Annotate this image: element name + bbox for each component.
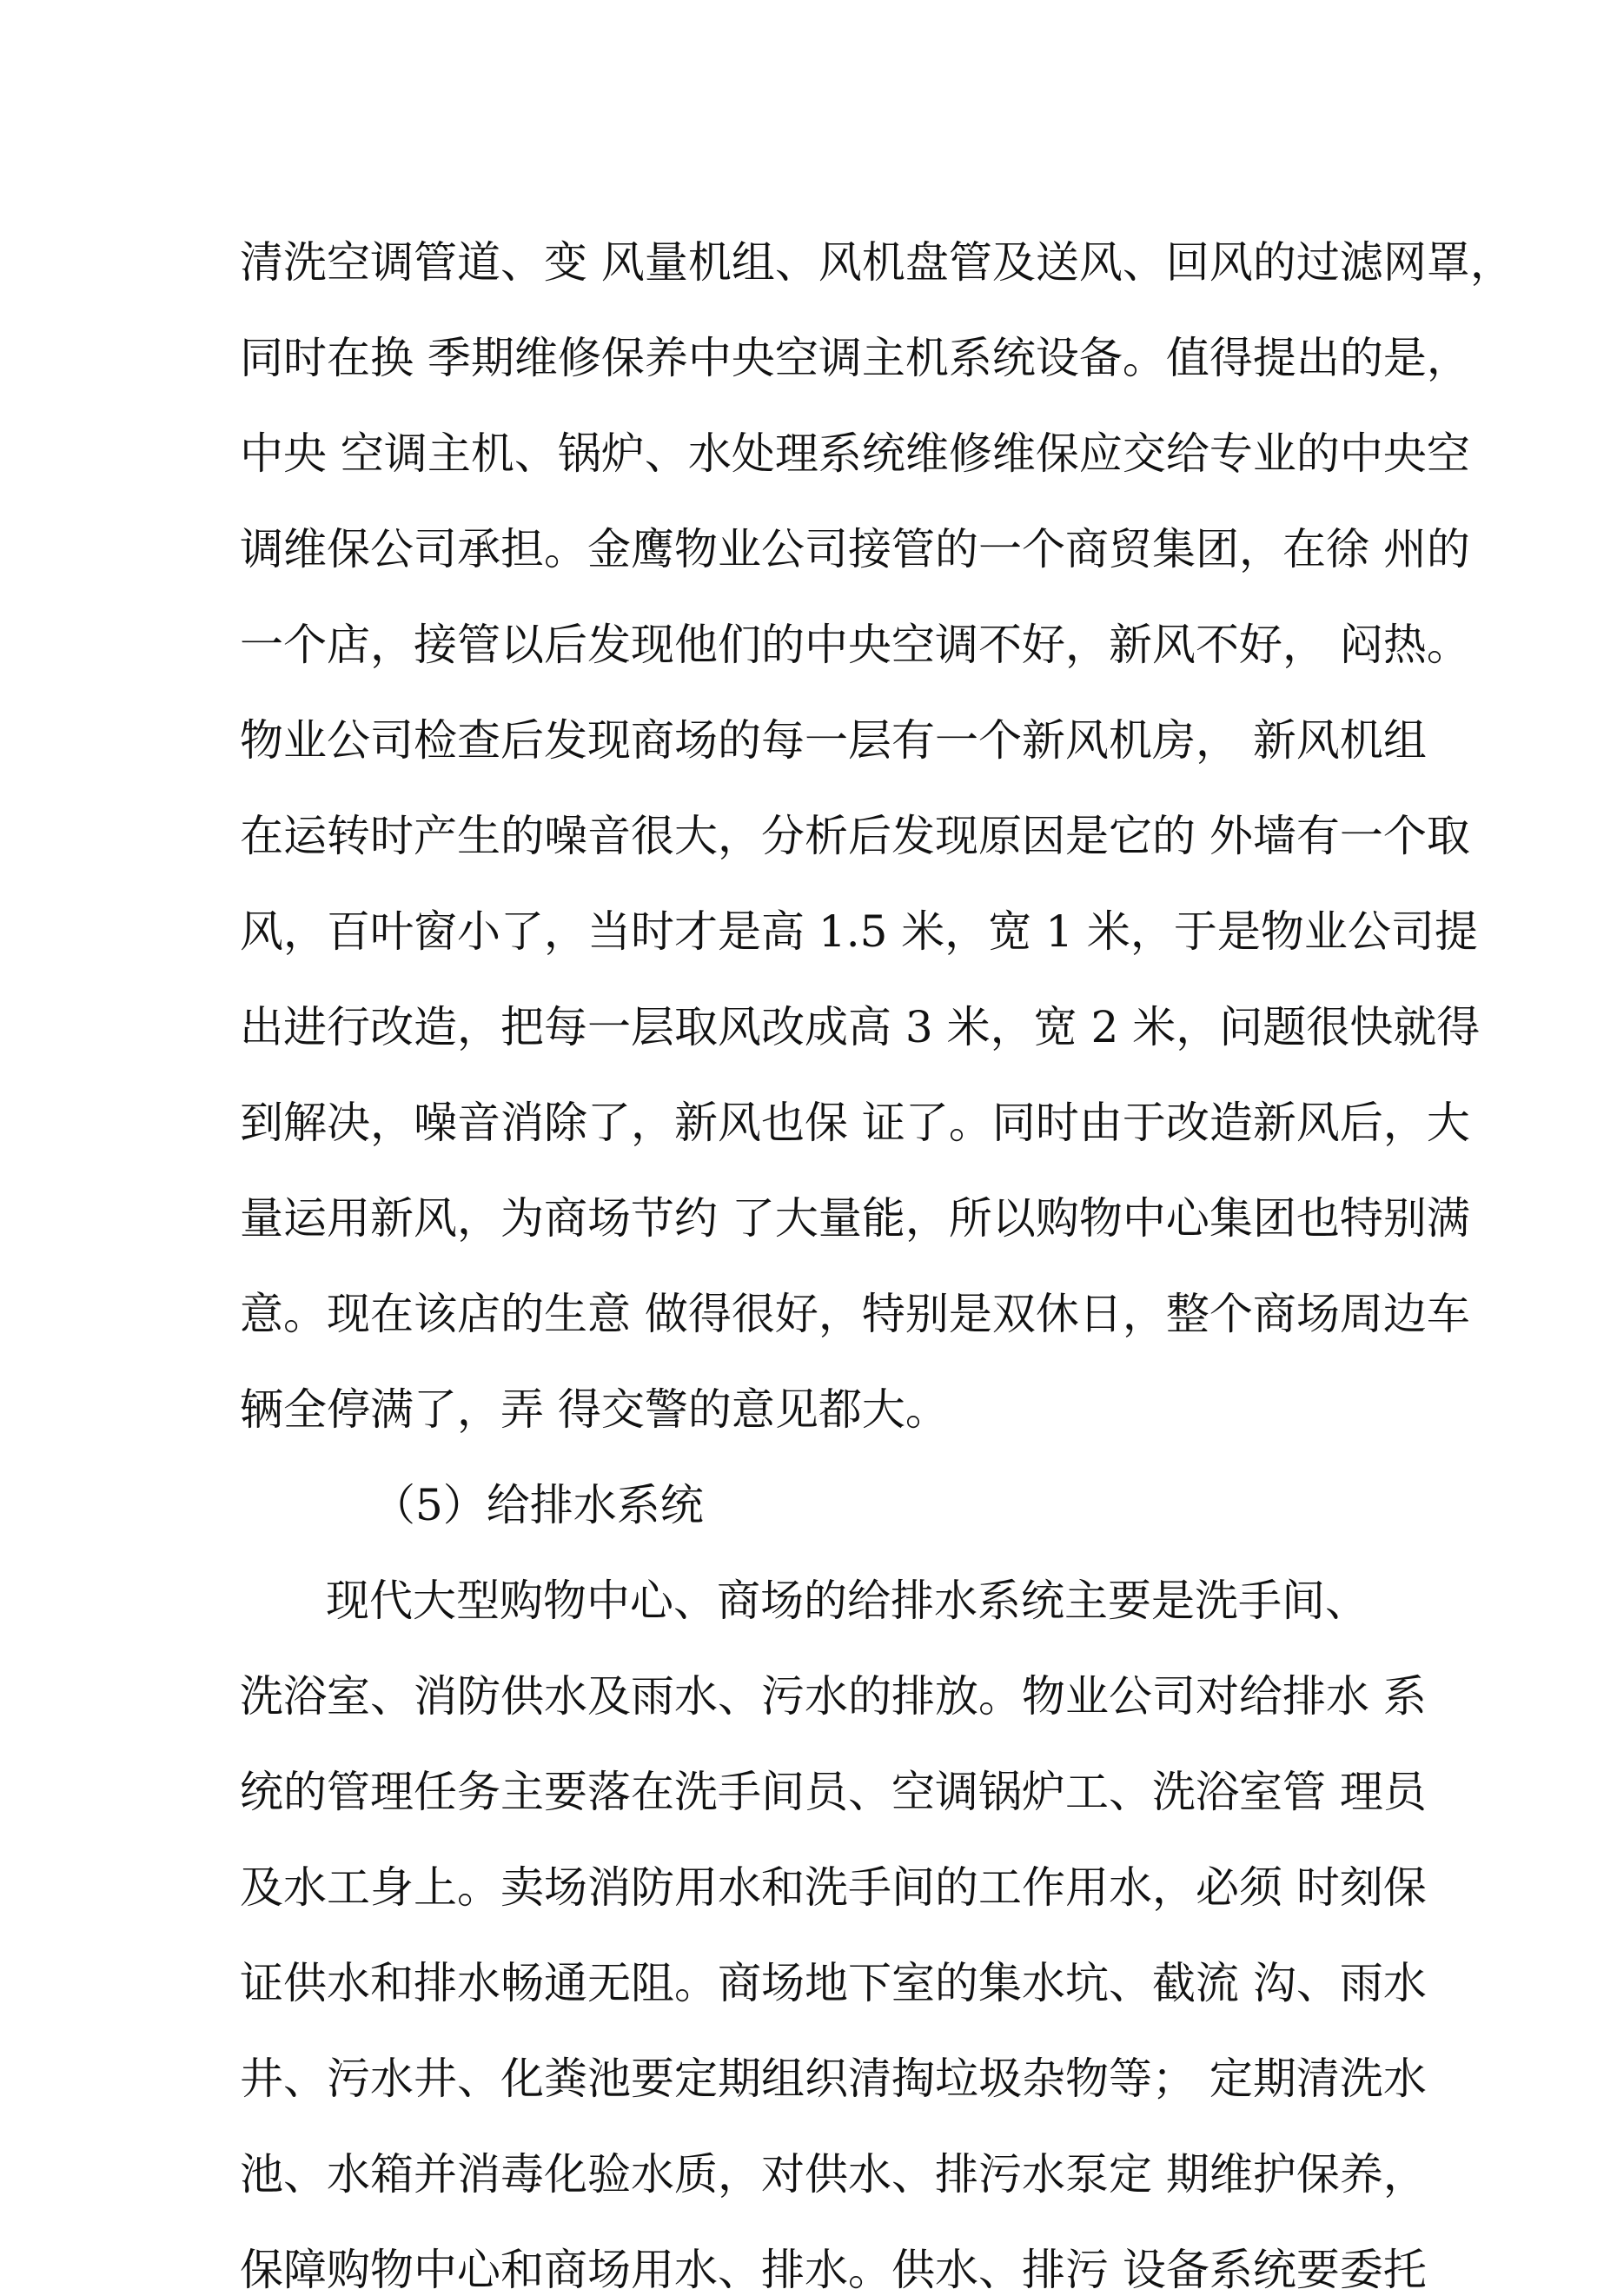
- paragraph-1-line-2: 同时在换 季期维修保养中央空调主机系统设备。值得提出的是，: [240, 333, 1470, 383]
- paragraph-1-line-10: 到解决，噪音消除了，新风也保 证了。同时由于改造新风后，大: [240, 1098, 1470, 1148]
- paragraph-1-line-13: 辆全停满了，弄 得交警的意见都大。: [240, 1384, 949, 1435]
- paragraph-1-line-4: 调维保公司承担。金鹰物业公司接管的一个商贸集团，在徐 州的: [240, 524, 1470, 574]
- paragraph-1-line-1: 清洗空调管道、变 风量机组、风机盘管及送风、回风的过滤网罩，: [240, 237, 1514, 288]
- paragraph-1-line-6: 物业公司检查后发现商场的每一层有一个新风机房， 新风机组: [240, 715, 1427, 766]
- paragraph-1-line-5: 一个店，接管以后发现他们的中央空调不好，新风不好， 闷热。: [240, 620, 1470, 670]
- paragraph-1-line-11: 量运用新风，为商场节约 了大量能，所以购物中心集团也特别满: [240, 1193, 1470, 1244]
- paragraph-2-line-2: 洗浴室、消防供水及雨水、污水的排放。物业公司对给排水 系: [240, 1671, 1427, 1722]
- paragraph-1-line-8: 风，百叶窗小了，当时才是高 1.5 米，宽 1 米，于是物业公司提: [240, 906, 1478, 957]
- paragraph-1-line-3: 中央 空调主机、锅炉、水处理系统维修维保应交给专业的中央空: [240, 428, 1470, 479]
- paragraph-2-line-4: 及水工身上。卖场消防用水和洗手间的工作用水，必须 时刻保: [240, 1862, 1427, 1913]
- paragraph-1-line-7: 在运转时产生的噪音很大，分析后发现原因是它的 外墙有一个取: [240, 811, 1470, 861]
- paragraph-2-line-7: 池、水箱并消毒化验水质，对供水、排污水泵定 期维护保养，: [240, 2149, 1427, 2200]
- paragraph-2-line-6: 井、污水井、化粪池要定期组织清掏垃圾杂物等； 定期清洗水: [240, 2054, 1427, 2104]
- paragraph-1-line-12: 意。现在该店的生意 做得很好，特别是双休日，整个商场周边车: [240, 1289, 1470, 1339]
- paragraph-2-line-5: 证供水和排水畅通无阻。商场地下室的集水坑、截流 沟、雨水: [240, 1958, 1427, 2008]
- paragraph-2-line-8: 保障购物中心和商场用水、排水。供水、排污 设备系统要委托: [240, 2245, 1427, 2295]
- paragraph-2-line-3: 统的管理任务主要落在洗手间员、空调锅炉工、洗浴室管 理员: [240, 1767, 1427, 1817]
- section-heading: （5）给排水系统: [372, 1480, 704, 1530]
- paragraph-2-line-1: 现代大型购物中心、商场的给排水系统主要是洗手间、: [326, 1576, 1368, 1626]
- paragraph-1-line-9: 出进行改造，把每一层取风改成高 3 米，宽 2 米，问题很快就得: [240, 1002, 1481, 1052]
